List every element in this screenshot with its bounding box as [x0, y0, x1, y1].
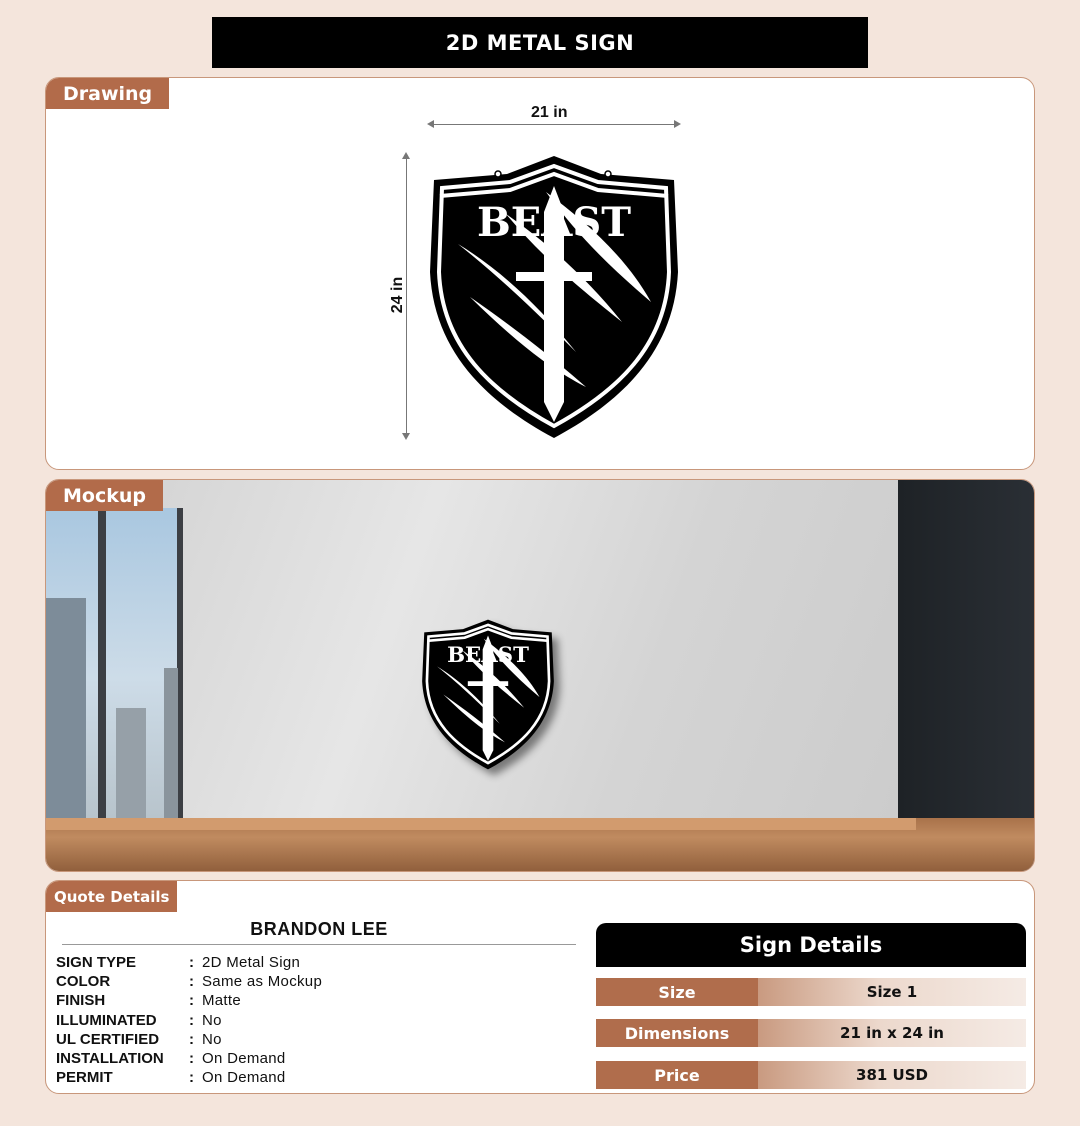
spec-row: [56, 972, 322, 991]
building: [116, 708, 146, 818]
height-dimension-label: 24 in: [389, 276, 407, 314]
sign-detail-value: Size 1: [758, 978, 1026, 1006]
sign-detail-row-price: [596, 1061, 1026, 1089]
spec-value: Matte: [202, 992, 242, 1010]
spec-key: SIGN TYPE: [56, 954, 137, 972]
spec-value: On Demand: [202, 1050, 286, 1068]
sign-detail-value: 21 in x 24 in: [758, 1019, 1026, 1047]
quote-tab-label: Quote Details: [46, 881, 177, 912]
spec-value: No: [202, 1030, 222, 1048]
divider: [62, 944, 576, 945]
spire-building: [164, 668, 178, 818]
client-name: BRANDON LEE: [250, 919, 388, 939]
spec-row: [56, 1011, 322, 1030]
sign-detail-row-size: [596, 978, 1026, 1006]
office-window: [46, 508, 183, 818]
window-mullion: [98, 508, 106, 818]
spec-row: [56, 953, 322, 972]
sign-detail-key: Price: [596, 1061, 758, 1089]
spec-row: [56, 1068, 322, 1087]
spec-colon: :: [189, 1030, 194, 1048]
spec-colon: :: [189, 1069, 194, 1087]
spec-value: No: [202, 1011, 222, 1029]
drawing-tab-label: Drawing: [46, 78, 169, 109]
spec-colon: :: [189, 992, 194, 1010]
drawing-panel: [45, 77, 1035, 470]
sign-details-heading: Sign Details: [596, 923, 1026, 967]
quote-details-panel: [45, 880, 1035, 1094]
spec-value: 2D Metal Sign: [202, 954, 301, 972]
spec-colon: :: [189, 1050, 194, 1068]
spec-value: On Demand: [202, 1069, 286, 1087]
spec-colon: :: [189, 1011, 194, 1029]
mockup-tab-label: Mockup: [46, 480, 163, 511]
spec-key: PERMIT: [56, 1069, 113, 1087]
spec-value: Same as Mockup: [202, 973, 323, 991]
sign-detail-key: Size: [596, 978, 758, 1006]
spec-key: COLOR: [56, 973, 111, 991]
shield-text: BEAST: [477, 199, 631, 246]
width-dimension-label: 21 in: [531, 104, 568, 121]
dark-wall-panel: [898, 480, 1035, 872]
spec-colon: :: [189, 954, 194, 972]
spec-row: [56, 991, 322, 1010]
spec-key: UL CERTIFIED: [56, 1030, 160, 1048]
spec-row: [56, 1049, 322, 1068]
spec-colon: :: [189, 973, 194, 991]
beast-shield-mockup: [420, 607, 556, 782]
skyscraper: [46, 598, 86, 818]
sign-detail-value: 381 USD: [758, 1061, 1026, 1089]
beast-shield-drawing: [426, 152, 682, 442]
width-dimension-arrow: [429, 124, 679, 125]
spec-key: FINISH: [56, 992, 106, 1010]
counter-top: [46, 818, 916, 830]
sign-detail-key: Dimensions: [596, 1019, 758, 1047]
spec-list: [56, 953, 322, 1087]
page-title: 2D METAL SIGN: [212, 17, 868, 68]
spec-key: ILLUMINATED: [56, 1011, 157, 1029]
spec-row: [56, 1030, 322, 1049]
spec-key: INSTALLATION: [56, 1050, 164, 1068]
mockup-panel: [45, 479, 1035, 872]
sign-detail-row-dimensions: [596, 1019, 1026, 1047]
shield-text: BEAST: [447, 643, 529, 669]
